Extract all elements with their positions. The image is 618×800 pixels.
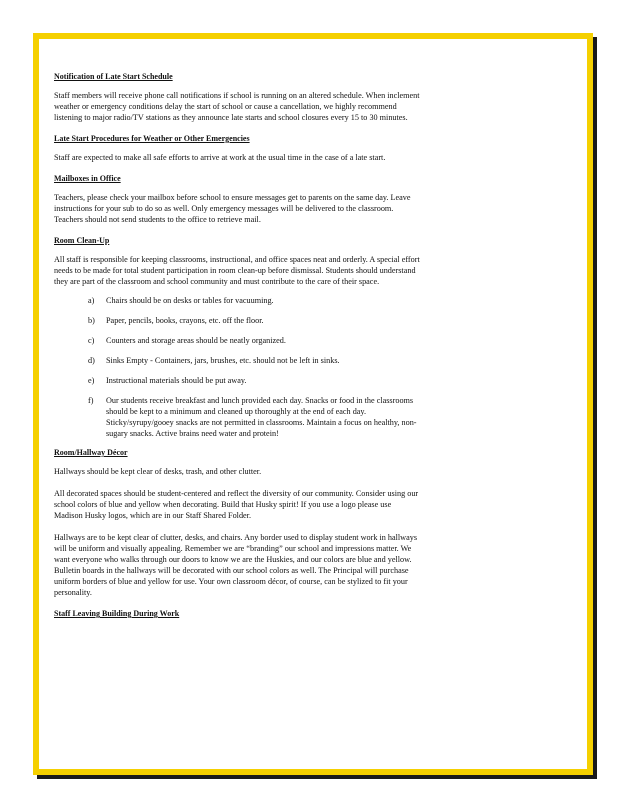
- paragraph: [54, 152, 549, 163]
- list-letter: a): [88, 296, 95, 305]
- paragraph-line: Staff are expected to make all safe efforts to arrive at work at the usual time in the case of a late start.: [54, 153, 386, 162]
- paragraph-line: personality.: [54, 588, 92, 597]
- paragraph-line: they are part of the classroom and school community and must contribute to the care of their space.: [54, 277, 380, 286]
- paragraph-line: Hallways should be kept clear of desks, trash, and other clutter.: [54, 467, 262, 476]
- section-heading: Room Clean-Up: [54, 236, 110, 245]
- list-line: Sticky/syrupy/gooey snacks are not permitted in classrooms. Maintain a focus on healthy, non-: [106, 418, 417, 427]
- paragraph-line: instructions for your sub to do so as well. Only emergency messages will be delivered to the classroom.: [54, 204, 394, 213]
- list-line: should be kept to a minimum and cleaned up thoroughly at the end of each day.: [106, 407, 367, 416]
- paragraph-line: uniform borders of blue and yellow for use. Your own classroom décor, of course, can be stylized to fit your: [54, 577, 408, 586]
- list-text: [106, 335, 549, 346]
- section-heading: Staff Leaving Building During Work: [54, 609, 180, 618]
- list-letter: e): [88, 376, 95, 385]
- paragraph: [54, 254, 549, 287]
- section-heading: Room/Hallway Décor: [54, 448, 128, 457]
- paragraph-line: All staff is responsible for keeping classrooms, instructional, and office spaces neat and orderly. A special effort: [54, 255, 420, 264]
- paragraph-line: want everyone who walks through our doors to know we are the Huskies, and our colors are blue and yellow.: [54, 555, 412, 564]
- section-heading: Late Start Procedures for Weather or Other Emergencies: [54, 134, 250, 143]
- paragraph-line: Bulletin boards in the hallways will be decorated with our school colors as well. The Principal will purchase: [54, 566, 409, 575]
- paragraph: [54, 466, 549, 477]
- paragraph-line: Staff members will receive phone call notifications if school is running on an altered schedule. When inclement: [54, 91, 420, 100]
- list-item: [88, 375, 549, 386]
- paragraph-line: needs to be made for total student participation in room clean-up before dismissal. Students should understand: [54, 266, 416, 275]
- paragraph-line: Madison Husky logos, which are in our Staff Shared Folder.: [54, 511, 252, 520]
- list-item: [88, 335, 549, 346]
- list-letter: d): [88, 356, 95, 365]
- paragraph: [54, 488, 549, 521]
- list-line: sugary snacks. Active brains need water and protein!: [106, 429, 279, 438]
- paragraph-line: All decorated spaces should be student-centered and reflect the diversity of our community. Consider using our: [54, 489, 419, 498]
- list-text: [106, 355, 549, 366]
- list-item: [88, 355, 549, 366]
- section-heading: Notification of Late Start Schedule: [54, 72, 173, 81]
- paragraph: [54, 192, 549, 225]
- paragraph-line: school colors of blue and yellow when decorating. Build that Husky spirit! If you use a logo please use: [54, 500, 392, 509]
- list-line: Our students receive breakfast and lunch provided each day. Snacks or food in the classrooms: [106, 396, 414, 405]
- list-item: [88, 395, 549, 439]
- paragraph-line: listening to major radio/TV stations as they announce late starts and school closures every 15 to 30 minutes.: [54, 113, 408, 122]
- paragraph-line: will be uniform and visually appealing. Remember we are “branding” our school and impressions matter. We: [54, 544, 412, 553]
- list-text: [106, 315, 549, 326]
- paragraph: [54, 90, 549, 123]
- document-body: [54, 72, 549, 627]
- section-heading: Mailboxes in Office: [54, 174, 121, 183]
- list-letter: b): [88, 316, 95, 325]
- list-line: Counters and storage areas should be neatly organized.: [106, 336, 286, 345]
- list-text: [106, 295, 549, 306]
- paragraph: [54, 532, 549, 598]
- list-letter: f): [88, 396, 94, 405]
- paragraph-line: Hallways are to be kept clear of clutter, desks, and chairs. Any border used to display student work in hallways: [54, 533, 418, 542]
- paragraph-line: Teachers, please check your mailbox before school to ensure messages get to parents on the same day. Leave: [54, 193, 411, 202]
- list-line: Paper, pencils, books, crayons, etc. off the floor.: [106, 316, 264, 325]
- list-line: Chairs should be on desks or tables for vacuuming.: [106, 296, 274, 305]
- list-letter: c): [88, 336, 95, 345]
- list-line: Sinks Empty - Containers, jars, brushes, etc. should not be left in sinks.: [106, 356, 340, 365]
- list-text: [106, 375, 549, 386]
- paragraph-line: weather or emergency conditions delay the start of school or cause a cancellation, we highly recommend: [54, 102, 397, 111]
- list-item: [88, 295, 549, 306]
- list-item: [88, 315, 549, 326]
- list-line: Instructional materials should be put away.: [106, 376, 247, 385]
- cleanup-list: [54, 295, 549, 439]
- list-text: [106, 395, 549, 439]
- paragraph-line: Teachers should not send students to the office to retrieve mail.: [54, 215, 261, 224]
